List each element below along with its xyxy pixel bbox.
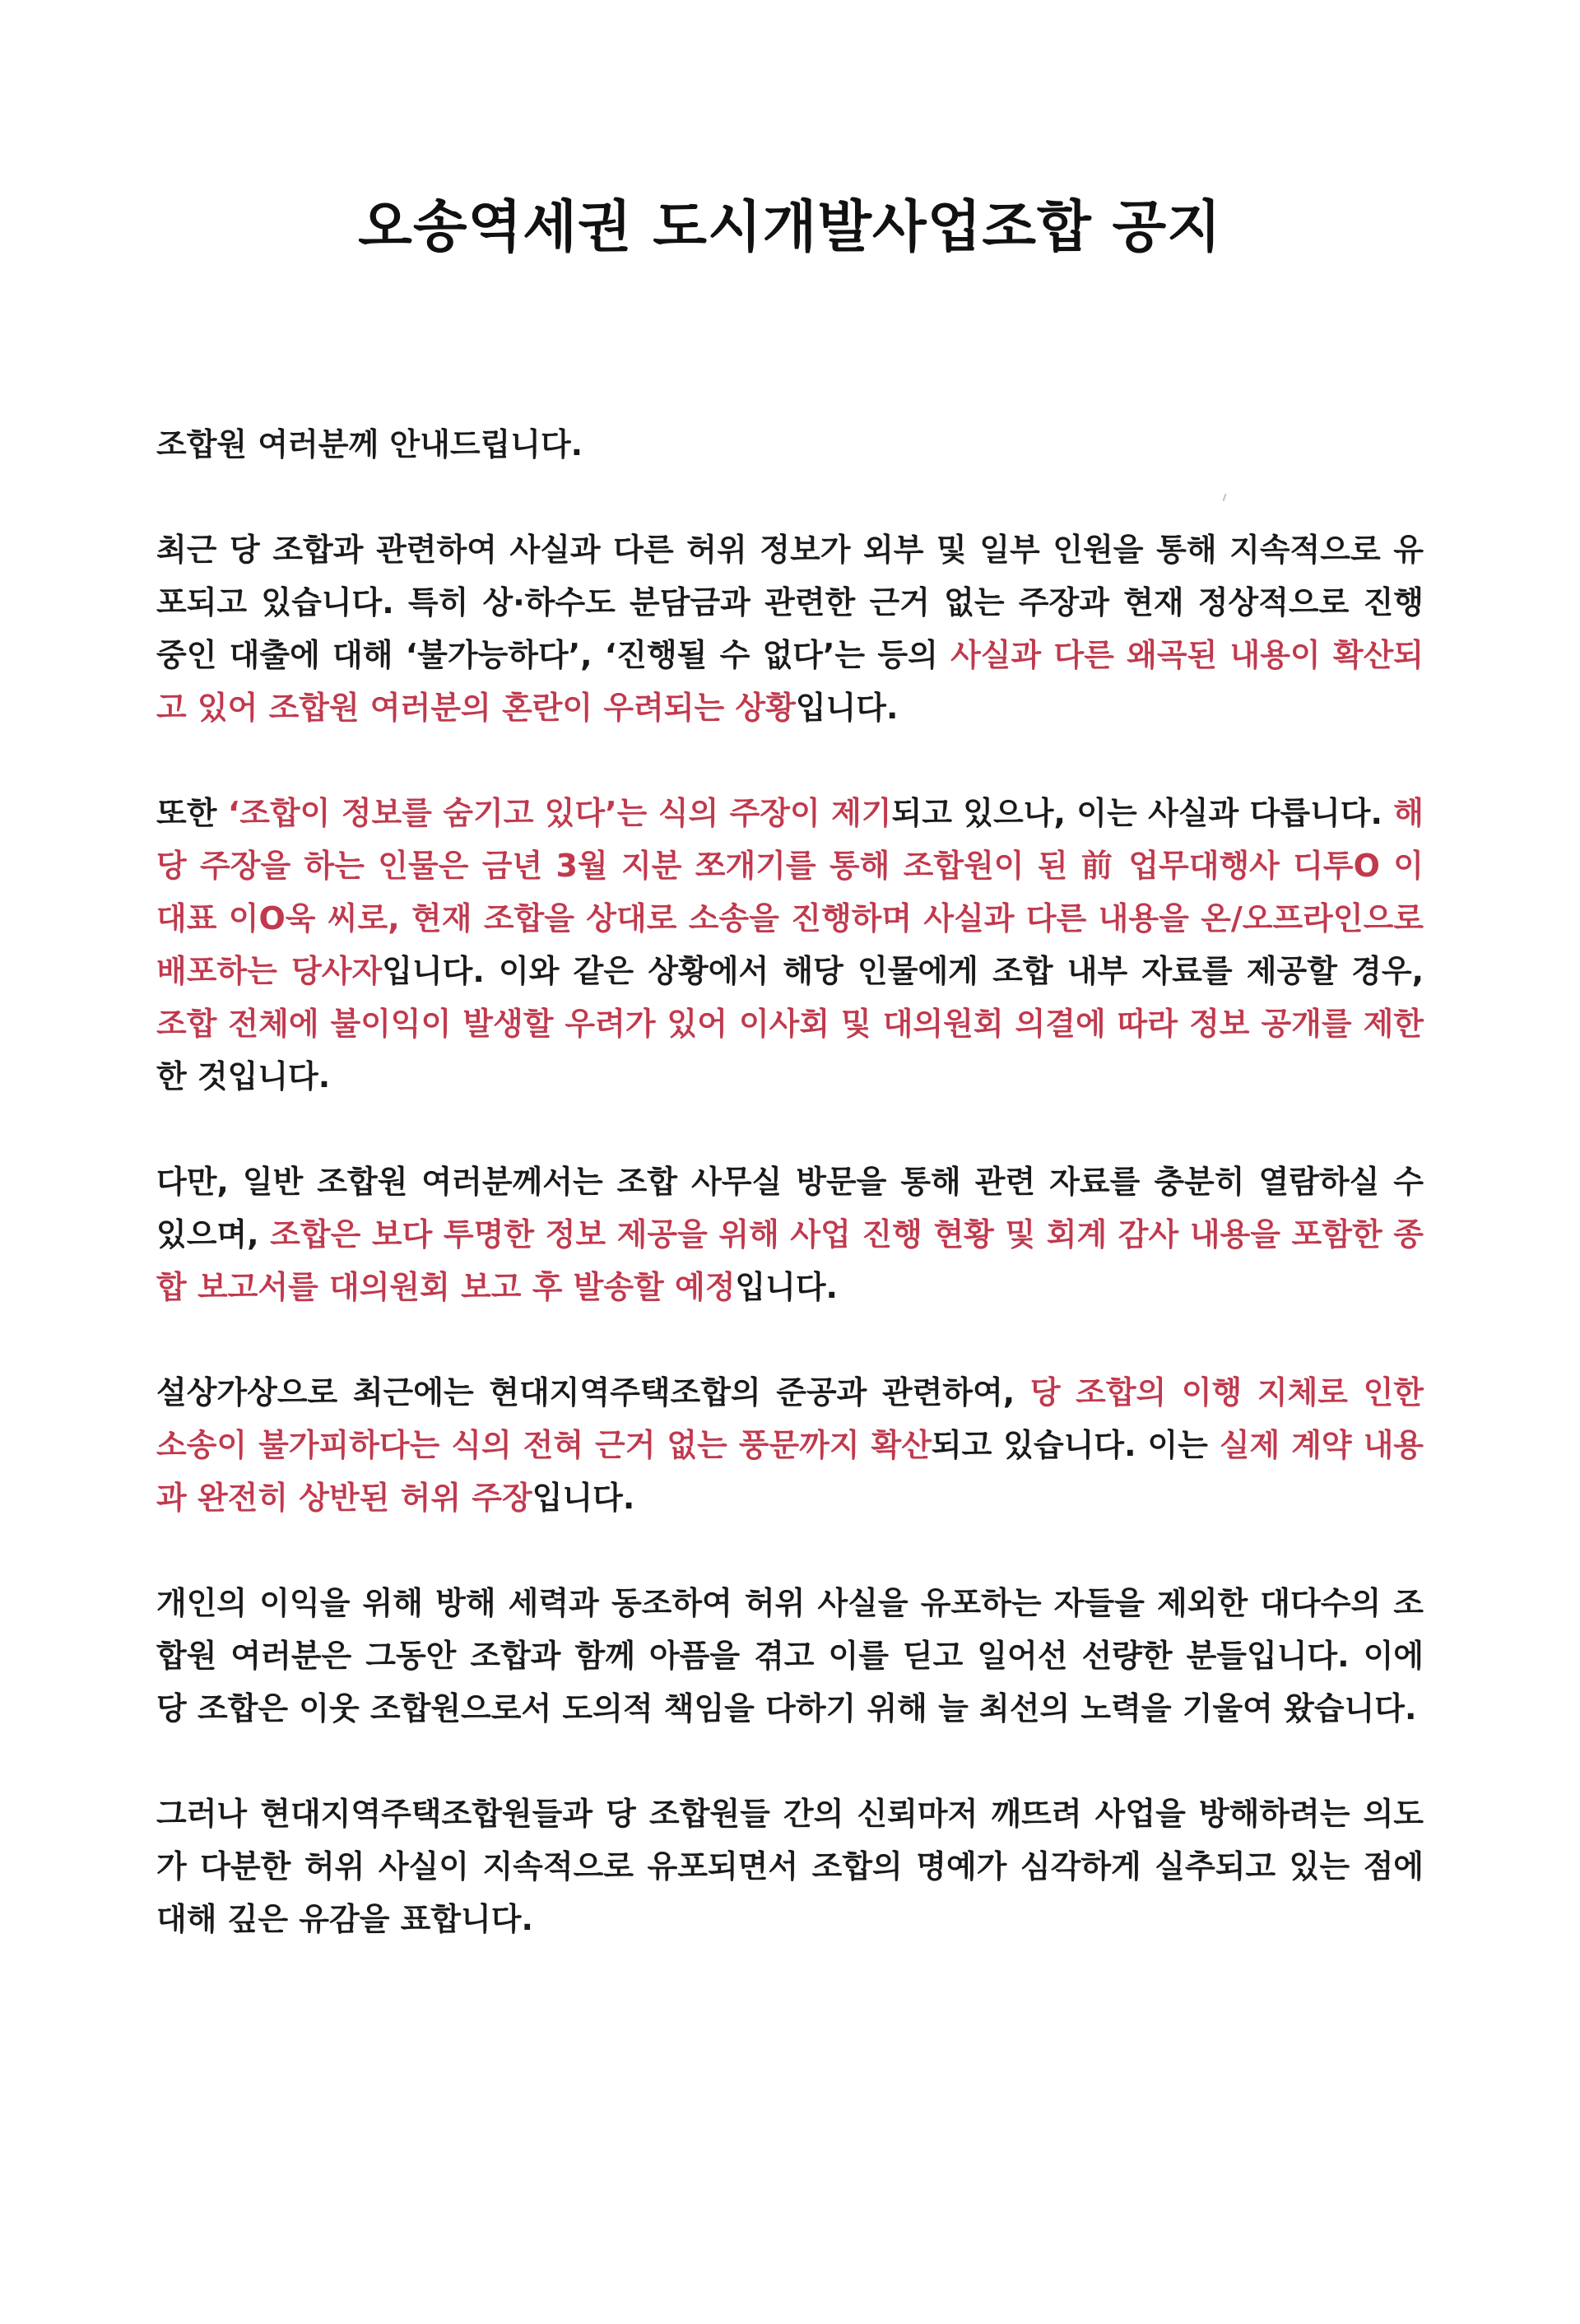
paragraph-text: 되고 있으나, 이는 사실과 다릅니다. [891, 795, 1394, 831]
paragraph-text: 입니다. 이와 같은 상황에서 해당 인물에게 조합 내부 자료를 제공할 경우, [382, 953, 1424, 989]
notice-paragraph [156, 523, 1424, 734]
greeting-line: 조합원 여러분께 안내드립니다. [156, 426, 583, 462]
paragraph-text: 최근 당 조합과 관련하여 사실과 다른 허위 정보가 외부 및 일부 인원을 통해 지속적으로 유포되고 있습니다. 특히 상·하수도 분담금과 관련한 근거 없는 주장과 현재 정상적으로 진행 중인 대출에 대해 ‘불가능하다’, ‘진행될 수 없다’는 등의 [156, 532, 1424, 673]
paragraph-text: 또한 [156, 795, 228, 831]
notice-paragraphs [156, 523, 1424, 1945]
paragraph-text: 되고 있습니다. 이는 [931, 1427, 1220, 1463]
highlighted-text: ‘조합이 정보를 숨기고 있다’는 식의 주장이 제기 [227, 795, 892, 831]
paragraph-text: 설상가상으로 최근에는 현대지역주택조합의 준공과 관련하여, [156, 1374, 1030, 1411]
notice-title: 오송역세권 도시개발사업조합 공지 [358, 195, 1222, 260]
notice-body [156, 418, 1424, 1998]
paragraph-text: 입니다. [795, 690, 899, 726]
notice-paragraph [156, 1577, 1424, 1735]
paragraph-text: 그러나 현대지역주택조합원들과 당 조합원들 간의 신뢰마저 깨뜨려 사업을 방해하려는 의도가 다분한 허위 사실이 지속적으로 유포되면서 조합의 명예가 심각하게 실추되고 있는 점에 대해 깊은 유감을 표합니다. [156, 1796, 1424, 1937]
highlighted-text: 조합 전체에 불이익이 발생할 우려가 있어 이사회 및 대의원회 의결에 따라 정보 공개를 제한 [156, 1006, 1424, 1042]
paragraph-text: 개인의 이익을 위해 방해 세력과 동조하여 허위 사실을 유포하는 자들을 제외한 대다수의 조합원 여러분은 그동안 조합과 함께 아픔을 겪고 이를 딛고 일어선 선량한 분들입니다. 이에 당 조합은 이웃 조합원으로서 도의적 책임을 다하기 위해 늘 최선의 노력을 기울여 왔습니다. [156, 1585, 1424, 1727]
highlighted-text: 해당 주장을 하는 인물은 금년 3월 지분 쪼개기를 통해 조합원이 된 前 업무대행사 디투O 이 대표 이O욱 씨로, 현재 조합을 상대로 소송을 진행하며 사실과 다른 내용을 온/오프라인으로 배포하는 당사자 [156, 795, 1424, 989]
paragraph-text: 다만, 일반 조합원 여러분께서는 조합 사무실 방문을 통해 관련 자료를 충분히 열람하실 수 있으며, [156, 1164, 1424, 1253]
highlighted-text: 실제 계약 내용과 완전히 상반된 허위 주장 [156, 1427, 1424, 1516]
notice-paragraph [156, 1366, 1424, 1524]
paragraph-text: 입니다. [735, 1269, 838, 1305]
paragraph-text: 입니다. [532, 1480, 635, 1516]
paragraph-text: 한 것입니다. [156, 1058, 331, 1095]
highlighted-text: 사실과 다른 왜곡된 내용이 확산되고 있어 조합원 여러분의 혼란이 우려되는 상황 [156, 637, 1424, 726]
notice-paragraph [156, 787, 1424, 1103]
highlighted-text: 당 조합의 이행 지체로 인한 소송이 불가피하다는 식의 전혀 근거 없는 풍문까지 확산 [156, 1374, 1424, 1463]
highlighted-text: 조합은 보다 투명한 정보 제공을 위해 사업 진행 현황 및 회계 감사 내용을 포함한 종합 보고서를 대의원회 보고 후 발송할 예정 [156, 1216, 1424, 1305]
notice-paragraph [156, 1155, 1424, 1313]
notice-paragraph [156, 1787, 1424, 1945]
